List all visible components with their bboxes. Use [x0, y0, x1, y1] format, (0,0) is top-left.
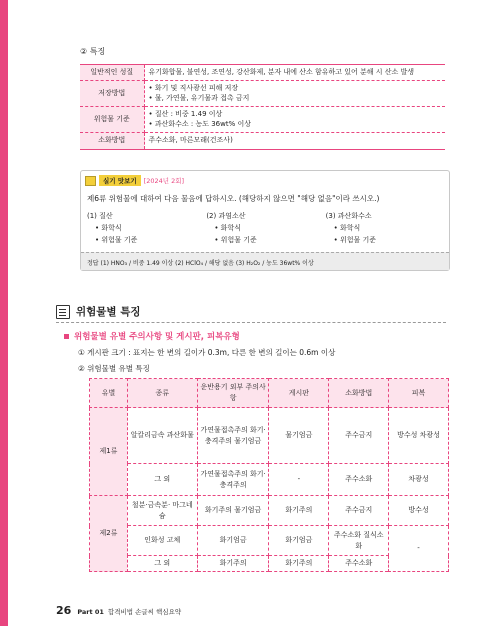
practice-answer: 정답 (1) HNO₃ / 비중 1.49 이상 (2) HClO₄ / 해당 없음 (3) H₂O₂ / 농도 36wt% 이상 — [81, 252, 449, 270]
practice-item — [206, 211, 325, 247]
practice-box — [80, 170, 450, 271]
page-footer — [56, 604, 181, 617]
feature-key: 소화방법 — [80, 133, 144, 149]
practice-items — [87, 211, 445, 247]
subsection-title — [64, 330, 240, 342]
feature-line: • 질산 : 비중 1.49 이상 — [148, 110, 223, 119]
item-line: • 위험물 기준 — [333, 235, 377, 244]
feature-value: 유기화합물, 불연성, 조연성, 강산화제, 분자 내에 산소 함유하고 있어 분해 시 산소 발생 — [144, 65, 445, 81]
practice-item — [326, 211, 445, 247]
cell-caution: 화기주의 물기엄금 — [197, 496, 269, 526]
cell-cover: 차광성 — [389, 464, 449, 496]
feature-line: • 과산화수소 : 농도 36wt% 이상 — [148, 119, 251, 128]
class-cell: 제1류 — [90, 408, 128, 496]
column-header: 게시판 — [269, 379, 329, 408]
cell-caution: 가연물접촉주의 화기·충격주의 — [197, 464, 269, 496]
features-table — [80, 64, 445, 150]
table-row — [90, 496, 449, 526]
table-row — [80, 133, 445, 149]
cell-kind: 그 외 — [127, 464, 197, 496]
note-sign-size: ① 게시판 크기 : 표지는 한 변의 길이가 0.3m, 다른 한 변의 길이는 0.6m 이상 — [78, 348, 336, 357]
cell-cover: 방수성 — [389, 496, 449, 526]
column-header: 종류 — [127, 379, 197, 408]
cell-caution: 화기주의 — [197, 556, 269, 572]
cell-fire: 주수금지 — [329, 408, 389, 464]
document-icon — [56, 305, 70, 319]
practice-item — [87, 211, 206, 247]
column-header: 운반용기 외부 주의사항 — [197, 379, 269, 408]
practice-tag — [85, 174, 184, 187]
item-line: • 화학식 — [214, 223, 241, 232]
cell-sign: 물기엄금 — [269, 408, 329, 464]
heading-text: 위험물별 특징 — [76, 306, 141, 318]
cell-fire: 주수소화 — [329, 556, 389, 572]
feature-key: 위험물 기준 — [80, 107, 144, 133]
cell-sign: - — [269, 464, 329, 496]
practice-title: 실기 맛보기 — [99, 175, 141, 186]
feature-key: 저장방법 — [80, 81, 144, 107]
cell-kind: 알칼리금속 과산화물 — [127, 408, 197, 464]
item-line: • 위험물 기준 — [214, 235, 257, 244]
feature-value — [144, 107, 445, 133]
table-row — [90, 408, 449, 464]
cell-sign: 화기엄금 — [269, 526, 329, 556]
cell-kind: 그 외 — [127, 556, 197, 572]
cell-kind: 철분·금속분· 마그네슘 — [127, 496, 197, 526]
item-line: • 위험물 기준 — [95, 235, 138, 244]
cell-sign: 화기주의 — [269, 556, 329, 572]
table-row — [90, 464, 449, 496]
table-row — [80, 65, 445, 81]
table-row — [80, 81, 445, 107]
note-class-features: ② 위험물별 유별 특징 — [78, 364, 150, 373]
section-heading — [56, 304, 141, 319]
bullet-square-icon — [64, 334, 69, 339]
cell-fire: 주수소화 질식소화 — [329, 526, 389, 556]
table-header-row — [90, 379, 449, 408]
column-header: 소화방법 — [329, 379, 389, 408]
book-icon — [85, 176, 96, 186]
page-number: 26 — [56, 604, 72, 617]
cell-caution: 가연물접촉주의 화기·충격주의 물기엄금 — [197, 408, 269, 464]
table-row — [90, 526, 449, 556]
feature-line: • 물, 가연물, 유기물과 접촉 금지 — [148, 93, 250, 102]
item-head: (1) 질산 — [87, 212, 113, 220]
feature-line: • 화기 및 직사광선 피해 저장 — [148, 84, 239, 93]
footer-part: Part 01 — [77, 608, 104, 616]
footer-title: 합격비법 손글씨 핵심요약 — [107, 608, 182, 616]
feature-value — [144, 81, 445, 107]
cell-fire: 주수금지 — [329, 496, 389, 526]
item-line: • 화학식 — [333, 223, 361, 232]
cell-sign: 화기주의 — [269, 496, 329, 526]
practice-question: 제6류 위험물에 대하여 다음 물음에 답하시오. (해당하지 않으면 "해당 없음"이라 쓰시오.) — [87, 194, 380, 203]
page-edge-accent — [0, 0, 8, 626]
table-row — [80, 107, 445, 133]
class-cell: 제2류 — [90, 496, 128, 572]
class-table — [89, 378, 449, 572]
cell-caution: 화기엄금 — [197, 526, 269, 556]
item-head: (2) 과염소산 — [206, 212, 246, 220]
feature-value: 주수소화, 마른모래(건조사) — [144, 133, 445, 149]
practice-year: [2024년 2회] — [143, 177, 185, 185]
cell-cover: 방수성 차광성 — [389, 408, 449, 464]
item-line: • 화학식 — [95, 223, 122, 232]
cell-fire: 주수소화 — [329, 464, 389, 496]
column-header: 유별 — [90, 379, 128, 408]
cell-kind: 인화성 고체 — [127, 526, 197, 556]
cell-cover: - — [389, 526, 449, 572]
feature-key: 일반적인 성질 — [80, 65, 144, 81]
column-header: 피복 — [389, 379, 449, 408]
divider — [56, 322, 446, 323]
subsection-title-text: 위험물별 유별 주의사항 및 게시판, 피복유형 — [74, 332, 240, 342]
item-head: (3) 과산화수소 — [325, 212, 372, 220]
section-label: ② 특징 — [80, 47, 106, 56]
